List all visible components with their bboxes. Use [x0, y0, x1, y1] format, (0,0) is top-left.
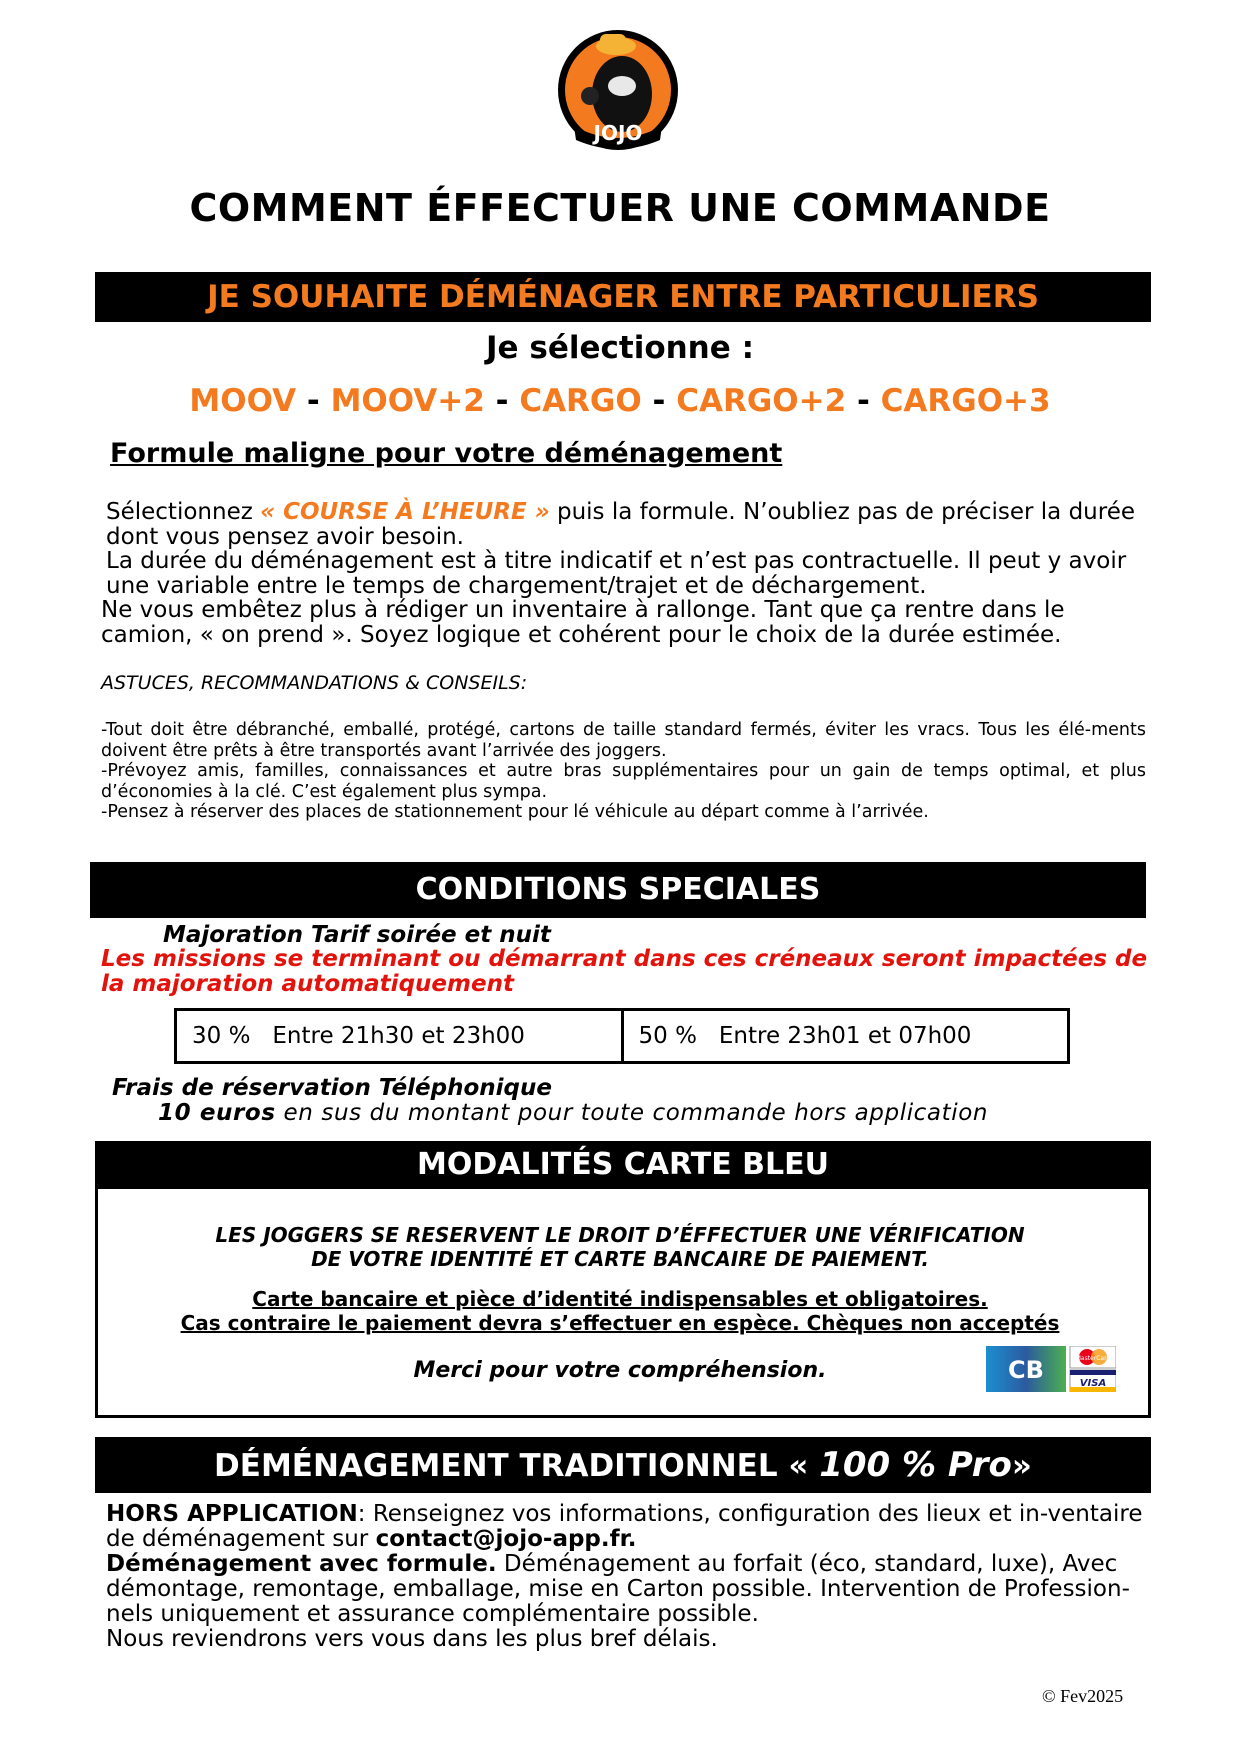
jojo-logo [556, 16, 680, 152]
rate-cell-night [621, 1011, 1068, 1061]
tip-item: -Tout doit être débranché, emballé, protégé, cartons de taille standard fermés, éviter les vracs. Tous les élé-ments doivent être prêts à être transportés avant l’arrivée des joggers. [101, 720, 1146, 761]
rate-range: Entre 21h30 et 23h00 [272, 1023, 525, 1049]
phone-fee-desc: en sus du montant pour toute commande hors application [275, 1100, 989, 1126]
separator: - [306, 383, 320, 419]
tip-item: -Prévoyez amis, familles, connaissances et autre bras supplémentaires pour un gain de temps optimal, et plus d’économies à la clé. C’est également plus sympa. [101, 761, 1146, 802]
page-title: COMMENT ÉFFECTUER UNE COMMANDE [189, 186, 1051, 230]
separator: - [856, 383, 870, 419]
phone-fee-title: Frais de réservation Téléphonique [112, 1075, 552, 1101]
course-a-lheure: « COURSE À L’HEURE » [260, 499, 550, 525]
tips-title: ASTUCES, RECOMMANDATIONS & CONSEILS: [101, 672, 528, 694]
section-carte-bleu-header: MODALITÉS CARTE BLEU [95, 1141, 1151, 1189]
surcharge-note: Les missions se terminant ou démarrant dans ces créneaux seront impactées de la majoration automatiquement [101, 946, 1148, 997]
separator: - [495, 383, 509, 419]
offer-cargo-plus-3: CARGO+3 [880, 383, 1051, 419]
formule-label: Déménagement avec formule. [106, 1551, 497, 1577]
verification-line-1: LES JOGGERS SE RESERVENT LE DROIT D’ÉFFECTUER UNE VÉRIFICATION [215, 1223, 1025, 1247]
header-pro: 100 % Pro [819, 1445, 1012, 1485]
offer-moov-plus-2: MOOV+2 [330, 383, 485, 419]
cb-logo-text: CB [1008, 1356, 1044, 1384]
section-traditionnel-header [95, 1437, 1151, 1493]
surcharge-title: Majoration Tarif soirée et nuit [163, 922, 551, 948]
rate-range: Entre 23h01 et 07h00 [718, 1023, 972, 1049]
paragraph-inventory: Ne vous embêtez plus à rédiger un inventaire à rallonge. Tant que ça rentre dans le camion, « on prend ». Soyez logique et cohérent pour le choix de la durée estimée. [101, 597, 1065, 648]
requirement-line-1: Carte bancaire et pièce d’identité indispensables et obligatoires. [252, 1287, 988, 1311]
section-conditions-header: CONDITIONS SPECIALES [90, 862, 1146, 918]
rate-cell-evening [177, 1011, 621, 1061]
separator: - [652, 383, 666, 419]
paragraph-select-course [106, 500, 1146, 550]
paragraph-duration: La durée du déménagement est à titre indicatif et n’est pas contractuelle. Il peut y avoir une variable entre le temps de chargement/trajet et de déchargement. [106, 548, 1127, 599]
hors-application-label: HORS APPLICATION [106, 1501, 358, 1527]
header-pre: DÉMÉNAGEMENT TRADITIONNEL « [214, 1448, 820, 1484]
formule-text: Déménagement au forfait (éco, standard, luxe), Avec démontage, remontage, emballage, mise en Carton possible. Intervention de Profession-nels uniquement et assurance complémentaire possible. [106, 1551, 1130, 1627]
phone-fee-amount: 10 euros [158, 1100, 276, 1126]
requirement-line-2: Cas contraire le paiement devra s’effectuer en espèce. Chèques non acceptés [180, 1311, 1060, 1335]
formula-title: Formule maligne pour votre déménagement [110, 438, 783, 469]
copyright: © Fev2025 [1042, 1686, 1124, 1706]
hors-application-text: : Renseignez vos informations, configuration des lieux et in-ventaire de déménagement sur [106, 1501, 1143, 1552]
section-particuliers-header: JE SOUHAITE DÉMÉNAGER ENTRE PARTICULIERS [95, 272, 1151, 322]
offer-cargo: CARGO [519, 383, 642, 419]
surcharge-table [174, 1008, 1070, 1064]
contact-email-link[interactable]: contact@jojo-app.fr. [375, 1526, 637, 1552]
phone-fee-text [158, 1100, 988, 1126]
verification-line-2: DE VOTRE IDENTITÉ ET CARTE BANCAIRE DE PAIEMENT. [311, 1247, 929, 1271]
visa-logo-text: VISA [1079, 1378, 1107, 1389]
select-label: Je sélectionne : [486, 330, 754, 366]
p1-pre: Sélectionnez [106, 499, 261, 525]
payment-cards-icon [986, 1346, 1116, 1392]
tip-item: -Pensez à réserver des places de stationnement pour lé véhicule au départ comme à l’arrivée. [101, 802, 929, 822]
formule-paragraph [106, 1552, 1146, 1627]
rate-pct: 50 % [638, 1023, 697, 1049]
offer-cargo-plus-2: CARGO+2 [676, 383, 847, 419]
traditional-text [106, 1502, 1146, 1652]
logo-text: JOJO [593, 121, 643, 145]
offer-list [0, 383, 1240, 419]
p1-post: puis la formule. N’oubliez pas de préciser la durée dont vous pensez avoir besoin. [106, 499, 1135, 550]
verification-notice [0, 1223, 1240, 1271]
mastercard-logo-text: MasterCard [1075, 1355, 1111, 1362]
closing-text: Nous reviendrons vers vous dans les plus bref délais. [106, 1626, 718, 1652]
hors-application-paragraph [106, 1502, 1146, 1552]
tips-list [101, 720, 1146, 823]
rate-pct: 30 % [192, 1023, 251, 1049]
offer-moov: MOOV [189, 383, 297, 419]
header-post: » [1011, 1448, 1032, 1484]
payment-requirements [0, 1287, 1240, 1335]
thanks-text: Merci pour votre compréhension. [413, 1358, 827, 1383]
